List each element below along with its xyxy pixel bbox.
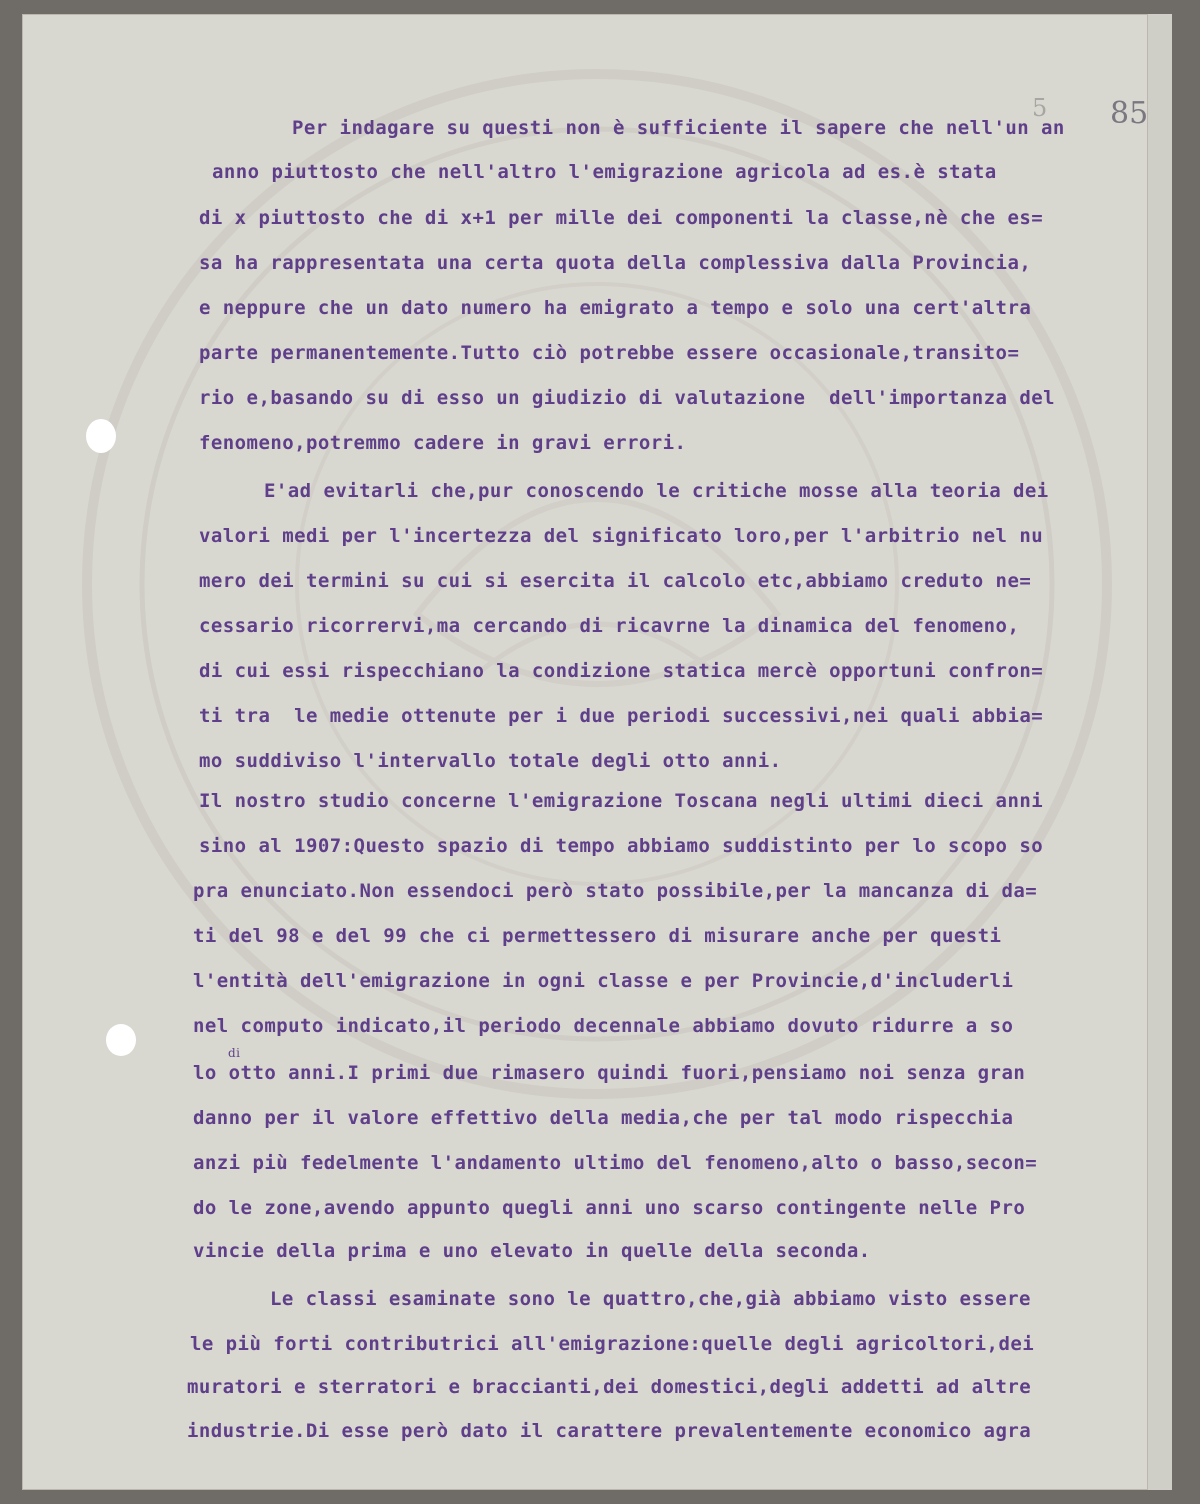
- text-line: ti del 98 e del 99 che ci permettessero di misurare anche per questi: [193, 925, 1002, 947]
- text-line: vincie della prima e uno elevato in quelle della seconda.: [193, 1240, 871, 1262]
- folio-mark: 5: [1032, 94, 1048, 122]
- text-line: danno per il valore effettivo della media,che per tal modo rispecchia: [193, 1107, 1014, 1129]
- text-line: cessario ricorrervi,ma cercando di ricavrne la dinamica del fenomeno,: [199, 615, 1020, 637]
- text-line: do le zone,avendo appunto quegli anni uno scarso contingente nelle Pro: [193, 1197, 1026, 1219]
- text-line: mero dei termini su cui si esercita il calcolo etc,abbiamo creduto ne=: [199, 570, 1032, 592]
- text-line: di x piuttosto che di x+1 per mille dei componenti la classe,nè che es=: [199, 207, 1044, 229]
- text-line: anzi più fedelmente l'andamento ultimo del fenomeno,alto o basso,secon=: [193, 1152, 1038, 1174]
- text-line: Il nostro studio concerne l'emigrazione Toscana negli ultimi dieci anni: [199, 790, 1044, 812]
- text-line: parte permanentemente.Tutto ciò potrebbe essere occasionale,transito=: [199, 342, 1020, 364]
- text-line: E'ad evitarli che,pur conoscendo le critiche mosse alla teoria dei: [264, 480, 1049, 502]
- text-line: le più forti contributrici all'emigrazione:quelle degli agricoltori,dei: [190, 1333, 1035, 1355]
- handwritten-insert: di: [228, 1046, 241, 1060]
- text-line: sino al 1907:Questo spazio di tempo abbiamo suddistinto per lo scopo so: [199, 835, 1044, 857]
- text-line: industrie.Di esse però dato il carattere prevalentemente economico agra: [187, 1420, 1032, 1442]
- text-line: lo otto anni.I primi due rimasero quindi fuori,pensiamo noi senza gran: [193, 1062, 1026, 1084]
- text-line: fenomeno,potremmo cadere in gravi errori.: [199, 432, 687, 454]
- text-line: nel computo indicato,il periodo decennale abbiamo dovuto ridurre a so: [193, 1015, 1014, 1037]
- text-line: Per indagare su questi non è sufficiente il sapere che nell'un an: [292, 117, 1065, 139]
- text-line: anno piuttosto che nell'altro l'emigrazione agricola ad es.è stata: [212, 161, 997, 183]
- text-line: l'entità dell'emigrazione in ogni classe e per Provincie,d'includerli: [193, 970, 1014, 992]
- page-number: 85: [1110, 96, 1149, 131]
- text-line: ti tra le medie ottenute per i due periodi successivi,nei quali abbia=: [199, 705, 1044, 727]
- text-line: di cui essi rispecchiano la condizione statica mercè opportuni confron=: [199, 660, 1044, 682]
- punch-hole: [106, 1024, 136, 1056]
- text-line: pra enunciato.Non essendoci però stato possibile,per la mancanza di da=: [193, 880, 1038, 902]
- text-line: muratori e sterratori e braccianti,dei domestici,degli addetti ad altre: [187, 1376, 1032, 1398]
- text-line: e neppure che un dato numero ha emigrato a tempo e solo una cert'altra: [199, 297, 1032, 319]
- text-line: valori medi per l'incertezza del significato loro,per l'arbitrio nel nu: [199, 525, 1044, 547]
- text-line: mo suddiviso l'intervallo totale degli otto anni.: [199, 750, 782, 772]
- text-line: rio e,basando su di esso un giudizio di valutazione dell'importanza del: [199, 387, 1056, 409]
- text-line: sa ha rappresentata una certa quota della complessiva dalla Provincia,: [199, 252, 1032, 274]
- punch-hole: [86, 419, 116, 453]
- text-line: Le classi esaminate sono le quattro,che,già abbiamo visto essere: [270, 1288, 1031, 1310]
